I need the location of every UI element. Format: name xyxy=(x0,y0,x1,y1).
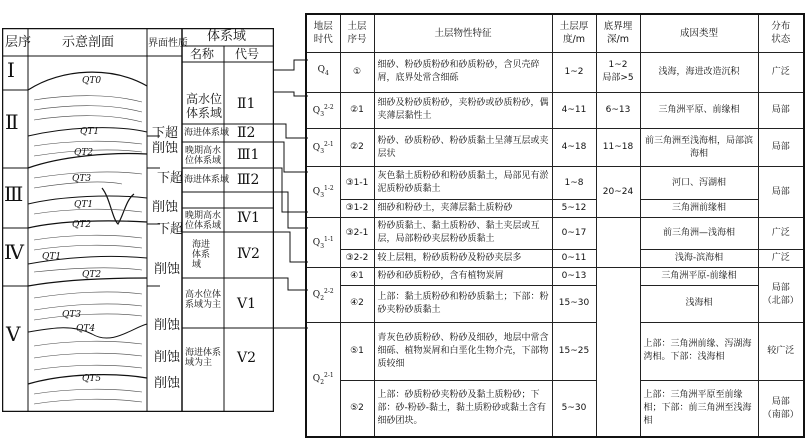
genesis-cell: 三角洲平原、前缘相 xyxy=(640,92,758,128)
age-cell: $Q_3^{2-2}$ xyxy=(306,92,340,128)
age-cell: $Q_3^{2-1}$ xyxy=(306,129,340,167)
depth-cell xyxy=(596,217,640,267)
distribution-cell: 局部 （南部） xyxy=(758,381,804,437)
interface-erosion-v3: 削蚀 xyxy=(154,376,181,391)
genesis-cell: 三角洲前缘相 xyxy=(640,199,758,217)
thickness-cell: 5~30 xyxy=(552,381,596,437)
interface-erosion-v1: 削蚀 xyxy=(154,318,181,333)
surface-label: QT2 xyxy=(74,148,94,158)
header-layer: 层序 xyxy=(5,35,32,50)
system-v-high: 高水位体 系域为主 xyxy=(185,290,222,310)
depth-cell xyxy=(596,268,640,437)
seq-cell: ⑤1 xyxy=(340,322,374,380)
header-age: 地层 时代 xyxy=(306,14,340,52)
table-row xyxy=(306,167,804,199)
header-distribution: 分布 状态 xyxy=(758,14,804,52)
table-row xyxy=(306,199,804,217)
strata-table xyxy=(305,13,805,438)
feature-cell: 青灰色砂质粉砂、粉砂及细砂，地层中常含细砾、植物炭屑和白垩化生物介壳，下部物质较细 xyxy=(374,322,552,380)
header-code: 代号 xyxy=(235,47,260,61)
genesis-cell: 浅海相 xyxy=(640,286,758,322)
feature-cell: 上部：砂质粉砂夹粉砂及黏土质粉砂；下部：砂-粉砂-黏土，黏土质粉砂或黏土含有细砂团块。 xyxy=(374,381,552,437)
feature-cell: 粉砂和砂质粉砂，含有植物炭屑 xyxy=(374,268,552,286)
genesis-cell: 上部：三角洲平原至前缘相；下部：前三角洲至浅海相 xyxy=(640,381,758,437)
seq-cell: ②1 xyxy=(340,92,374,128)
surface-label: QT1 xyxy=(74,200,94,210)
seq-cell: ③1-1 xyxy=(340,167,374,199)
thickness-cell: 0~13 xyxy=(552,268,596,286)
interface-erosion-iv: 削蚀 xyxy=(154,262,181,277)
header-feature: 土层物性特征 xyxy=(374,14,552,52)
depth-cell: 6~13 xyxy=(596,92,640,128)
table-row xyxy=(306,268,804,286)
age-cell: $Q_2^{2-1}$ xyxy=(306,322,340,437)
seq-cell: ②2 xyxy=(340,129,374,167)
interface-erosion-v2: 削蚀 xyxy=(154,350,181,365)
feature-cell: 细砂、粉砂质粉砂和砂质粉砂，含贝壳碎屑，底界处常含细砾 xyxy=(374,52,552,92)
thickness-cell: 15~30 xyxy=(552,286,596,322)
interface-downlap-iii: 下超 xyxy=(157,171,184,186)
age-cell: $Q_2^{2-2}$ xyxy=(306,268,340,322)
header-depth: 底界埋 深/m xyxy=(596,14,640,52)
surface-label: QT2 xyxy=(72,220,92,230)
seq-cell: ③2-2 xyxy=(340,250,374,268)
depth-cell: 20~24 xyxy=(596,167,640,217)
thickness-cell: 1~8 xyxy=(552,167,596,199)
depth-cell: 1~2 局部>5 xyxy=(596,52,640,92)
header-seq: 土层 序号 xyxy=(340,14,374,52)
surface-label: QT3 xyxy=(62,310,82,320)
genesis-cell: 三角洲平原-前缘相 xyxy=(640,268,758,286)
distribution-cell: 广泛 xyxy=(758,52,804,92)
layer-label-iv: Ⅳ xyxy=(4,240,24,264)
distribution-cell: 局部 xyxy=(758,167,804,217)
genesis-cell: 浅海-滨海相 xyxy=(640,250,758,268)
code-iv1: Ⅳ1 xyxy=(237,210,260,226)
seq-cell: ③2-1 xyxy=(340,217,374,249)
distribution-cell: 广泛 xyxy=(758,250,804,268)
surface-label: QT2 xyxy=(82,270,102,280)
system-iii-trans: 海进体系域 xyxy=(184,175,230,185)
age-cell: $Q_4$ xyxy=(306,52,340,92)
thickness-cell: 15~25 xyxy=(552,322,596,380)
surface-label: QT0 xyxy=(82,76,102,86)
layer-label-iii: Ⅲ xyxy=(4,182,24,206)
header-name: 名称 xyxy=(190,47,215,61)
seq-cell: ④2 xyxy=(340,286,374,322)
header-interface: 界面性质 xyxy=(148,38,188,49)
thickness-cell: 5~12 xyxy=(552,199,596,217)
distribution-cell: 较广泛 xyxy=(758,322,804,380)
table-row xyxy=(306,52,804,92)
connector-lines xyxy=(274,0,308,439)
feature-cell: 较上层粗，粉砂质粉砂及粉砂夹层多 xyxy=(374,250,552,268)
header-genesis: 成因类型 xyxy=(640,14,758,52)
seq-cell: ③1-2 xyxy=(340,199,374,217)
feature-cell: 粉砂质黏土、黏土质粉砂、黏土夹层或互层，局部粉砂夹层粉砂质黏土 xyxy=(374,217,552,249)
age-cell: $Q_3^{1-2}$ xyxy=(306,167,340,217)
surface-label: QT3 xyxy=(72,174,92,184)
genesis-cell: 河口、泻湖相 xyxy=(640,167,758,199)
table-row xyxy=(306,217,804,249)
feature-cell: 粉砂、砂质粉砂、粉砂质黏土呈薄互层或夹层状 xyxy=(374,129,552,167)
table-row xyxy=(306,250,804,268)
system-iii-late: 晚期高水 位体系域 xyxy=(185,146,222,166)
stratigraphic-figure xyxy=(2,28,274,412)
table-header-row xyxy=(306,14,804,52)
thickness-cell: 1~2 xyxy=(552,52,596,92)
genesis-cell: 浅海，海进改造沉积 xyxy=(640,52,758,92)
genesis-cell: 前三角洲至浅海相，局部滨海相 xyxy=(640,129,758,167)
code-v1: Ⅴ1 xyxy=(237,296,257,312)
table-row xyxy=(306,286,804,322)
layer-label-i: Ⅰ xyxy=(7,58,15,82)
surface-label: QT4 xyxy=(76,324,96,334)
distribution-cell: 广泛 xyxy=(758,217,804,249)
thickness-cell: 0~17 xyxy=(552,217,596,249)
code-iii2: Ⅲ2 xyxy=(237,172,260,188)
layer-label-v: Ⅴ xyxy=(6,322,21,346)
system-iv-trans: 海进 体系 域 xyxy=(192,240,211,270)
distribution-cell: 局部 xyxy=(758,129,804,167)
thickness-cell: 4~11 xyxy=(552,92,596,128)
system-iv-late: 晚期高水 位体系域 xyxy=(185,211,222,231)
table-row xyxy=(306,92,804,128)
header-profile: 示意剖面 xyxy=(62,35,115,50)
system-ii-trans: 海进体系域 xyxy=(184,128,230,138)
table-row xyxy=(306,381,804,437)
table-row xyxy=(306,322,804,380)
surface-label: QT1 xyxy=(42,252,62,262)
table-row xyxy=(306,129,804,167)
header-system: 体系域 xyxy=(207,29,247,44)
age-cell: $Q_3^{1-1}$ xyxy=(306,217,340,267)
layer-label-ii: Ⅱ xyxy=(5,110,19,134)
system-v-trans: 海进体系 域为主 xyxy=(185,348,222,368)
interface-erosion-ii: 下超 削蚀 xyxy=(152,126,179,156)
code-iv2: Ⅳ2 xyxy=(237,246,260,262)
seq-cell: ④1 xyxy=(340,268,374,286)
distribution-cell: 局部 xyxy=(758,92,804,128)
seq-cell: ① xyxy=(340,52,374,92)
surface-label: QT5 xyxy=(82,374,102,384)
header-thickness: 土层厚 度/m xyxy=(552,14,596,52)
code-ii2: Ⅱ2 xyxy=(237,125,256,141)
feature-cell: 细砂及粉砂质粉砂，夹粉砂或砂质粉砂，偶夹薄层黏性土 xyxy=(374,92,552,128)
feature-cell: 上部：黏土质粉砂和粉砂质黏土；下部：粉砂夹粉砂质黏土 xyxy=(374,286,552,322)
surface-label: QT1 xyxy=(80,127,100,137)
genesis-cell: 前三角洲—浅海相 xyxy=(640,217,758,249)
code-iii1: Ⅲ1 xyxy=(237,147,260,163)
system-ii-high: 高水位 体系域 xyxy=(186,92,223,120)
genesis-cell: 上部：三角洲前缘、泻湖海湾相。下部：浅海相 xyxy=(640,322,758,380)
interface-erosion-iii: 削蚀 xyxy=(152,200,179,215)
feature-cell: 灰色黏土质粉砂和粉砂质黏土，局部见有淤泥质粉砂质黏土 xyxy=(374,167,552,199)
profile-drawing xyxy=(2,28,274,412)
seq-cell: ⑤2 xyxy=(340,381,374,437)
code-v2: Ⅴ2 xyxy=(237,350,257,366)
depth-cell: 11~18 xyxy=(596,129,640,167)
interface-downlap-iii-b: 下超 xyxy=(157,222,184,237)
thickness-cell: 4~18 xyxy=(552,129,596,167)
feature-cell: 细砂和粉砂土，夹薄层黏土质粉砂 xyxy=(374,199,552,217)
distribution-cell: 局部 （北部） xyxy=(758,268,804,322)
thickness-cell: 0~11 xyxy=(552,250,596,268)
code-ii1: Ⅱ1 xyxy=(237,96,256,112)
